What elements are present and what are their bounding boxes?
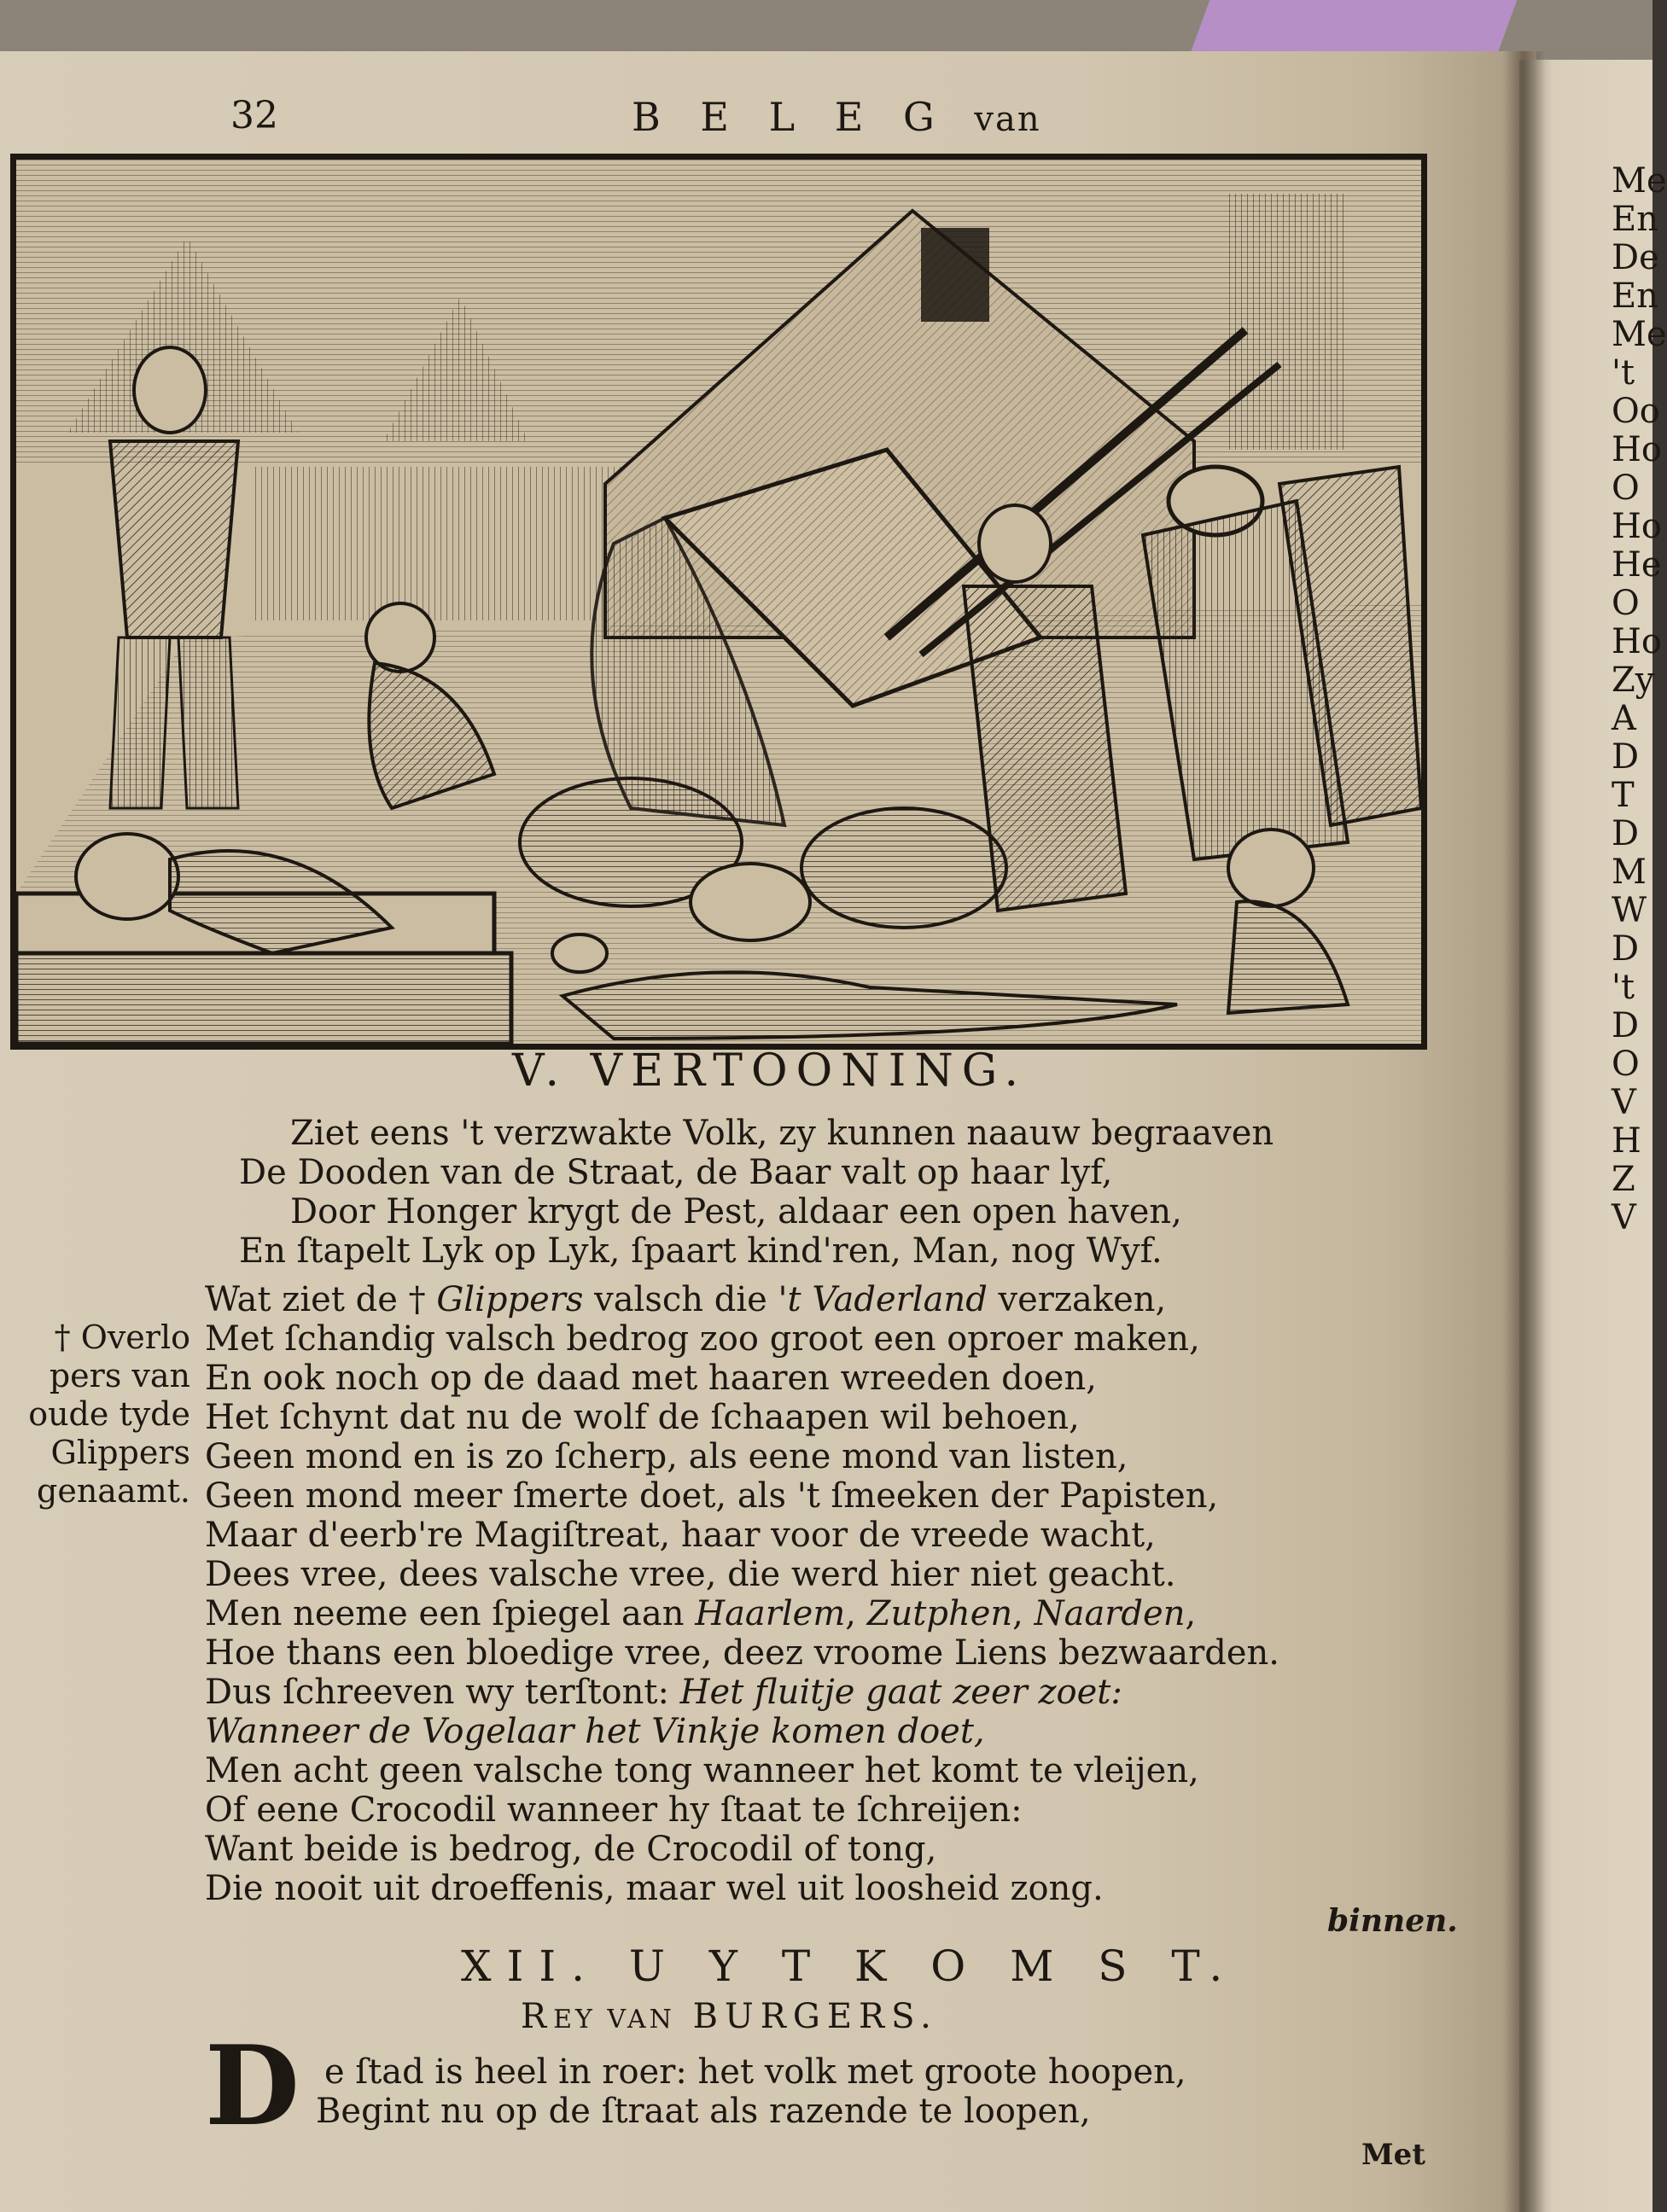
margin-note-line: genaamt.: [37, 1472, 190, 1510]
fragment: V: [1612, 1198, 1636, 1237]
verse-text: valsch die: [583, 1280, 778, 1319]
fragment: D: [1612, 737, 1640, 777]
verse-italic: Wanneer de Vogelaar het Vinkje komen doet,: [205, 1712, 985, 1751]
verse-line: Hoe thans een bloedige vree, deez vroome Liens bezwaarden.: [205, 1633, 1280, 1673]
verse-text: Men neeme een ſpiegel aan: [205, 1594, 696, 1633]
margin-note-line: † Overlo: [54, 1318, 190, 1356]
fragment: O: [1612, 584, 1640, 623]
fragment: Zy: [1612, 661, 1655, 700]
margin-note: [7, 1318, 190, 1511]
rey-van: EY VAN: [553, 2005, 675, 2034]
verse-line: En ook noch op de daad met haaren wreeden doen,: [205, 1359, 1097, 1398]
running-head: [632, 94, 1041, 140]
verse-text: verzaken,: [987, 1280, 1167, 1319]
verse-line: Door Honger krygt de Pest, aldaar een open haven,: [290, 1192, 1182, 1231]
verse-line: Ziet eens 't verzwakte Volk, zy kunnen naauw begraaven: [290, 1114, 1274, 1153]
verse-italic: 't Vaderland: [778, 1280, 988, 1319]
fragment: Ho: [1612, 430, 1662, 469]
woodcut-scene: [16, 160, 1421, 1044]
verse-line: Dees vree, dees valsche vree, die werd hier niet geacht.: [205, 1555, 1176, 1594]
verse-line: Het ſchynt dat nu de wolf de ſchaapen wil behoen,: [205, 1398, 1080, 1437]
verse-text: ,: [1185, 1594, 1197, 1633]
fragment: Ho: [1612, 507, 1662, 546]
fragment: M: [1612, 853, 1647, 892]
final-lines: [316, 2052, 1186, 2131]
place-haarlem: Haarlem: [695, 1594, 846, 1633]
verse-line: Want beide is bedrog, de Crocodil of tong,: [205, 1830, 937, 1869]
fragment: En: [1612, 276, 1658, 316]
book-gutter: [1502, 51, 1545, 2212]
catchword-met: Met: [1361, 2138, 1425, 2172]
fragment: En: [1612, 200, 1658, 239]
rey-r: R: [521, 1997, 554, 2036]
verse-line: Die nooit uit droeffenis, maar wel uit loosheid zong.: [205, 1869, 1104, 1908]
page-number: 32: [230, 94, 278, 137]
running-head-van: van: [974, 100, 1041, 139]
section-title: V. VERTOONING.: [512, 1045, 1027, 1097]
fragment: Z: [1612, 1160, 1635, 1199]
uytkomst-heading: XII. U Y T K O M S T.: [461, 1941, 1239, 1991]
fragment: D: [1612, 1006, 1640, 1045]
verse-italic: Het fluitje gaat zeer zoet:: [679, 1673, 1122, 1712]
stanza-2: [205, 1280, 1279, 1908]
verse-line: Geen mond meer ſmerte doet, als 't ſmeeken der Papisten,: [205, 1476, 1219, 1516]
verse-line: e ſtad is heel in roer: het volk met groote hoopen,: [324, 2052, 1186, 2092]
fragment: T: [1612, 776, 1635, 815]
fragment: A: [1612, 699, 1636, 738]
verse-line: Met ſchandig valsch bedrog zoo groot een oproer maken,: [205, 1319, 1200, 1359]
margin-note-line: oude tyde: [28, 1395, 190, 1433]
fragment: H: [1612, 1121, 1641, 1161]
rey-heading: [521, 1997, 938, 2036]
fragment: 't: [1612, 353, 1635, 393]
fragment: Me: [1612, 315, 1667, 354]
verse-line: [205, 1712, 1279, 1751]
place-zutphen: Zutphen: [866, 1594, 1013, 1633]
margin-note-line: Glippers: [50, 1434, 190, 1471]
verse-text: ,: [1012, 1594, 1035, 1633]
verse-text: Wat ziet de †: [205, 1280, 437, 1319]
fragment: 't: [1612, 968, 1635, 1007]
fragment: Oo: [1612, 392, 1660, 431]
verse-line: Men acht geen valsche tong wanneer het komt te vleijen,: [205, 1751, 1199, 1790]
drop-cap: D: [205, 2023, 300, 2151]
fragment: He: [1612, 545, 1662, 585]
verse-line: En ſtapelt Lyk op Lyk, ſpaart kind'ren, Man, nog Wyf.: [239, 1231, 1163, 1271]
woodcut-illustration: [10, 154, 1427, 1050]
verse-text: ,: [845, 1594, 867, 1633]
verse-text: Dus ſchreeven wy terſtont:: [205, 1673, 680, 1712]
verse-line: Begint nu op de ſtraat als razende te loopen,: [316, 2092, 1091, 2131]
running-head-title: B E L E G: [632, 94, 948, 140]
fragment: De: [1612, 238, 1659, 277]
fragment: V: [1612, 1083, 1636, 1122]
fragment: D: [1612, 814, 1640, 853]
fragment: O: [1612, 1045, 1640, 1084]
verse-line: Maar d'eerb're Magiſtreat, haar voor de vreede wacht,: [205, 1516, 1156, 1555]
rey-burgers: BURGERS.: [692, 1997, 938, 2036]
verse-line: De Dooden van de Straat, de Baar valt op haar lyf,: [239, 1153, 1113, 1192]
fragment: W: [1612, 891, 1647, 930]
place-naarden: Naarden: [1034, 1594, 1186, 1633]
margin-note-line: pers van: [49, 1357, 190, 1394]
verse-italic: Glippers: [436, 1280, 584, 1319]
verse-line: [205, 1280, 1279, 1319]
verse-line: Of eene Crocodil wanneer hy ſtaat te ſchreijen:: [205, 1790, 1023, 1830]
fragment: O: [1612, 469, 1640, 508]
fragment: D: [1612, 929, 1640, 969]
verse-line: Geen mond en is zo ſcherp, als eene mond van listen,: [205, 1437, 1128, 1476]
fragment: Me: [1612, 161, 1667, 201]
fragment: Ho: [1612, 622, 1662, 661]
catchword-binnen: binnen.: [1327, 1903, 1458, 1939]
verse-line: [205, 1673, 1279, 1712]
stanza-1: [239, 1114, 1274, 1271]
verse-line: [205, 1594, 1279, 1633]
right-page-fragments: [1612, 161, 1667, 1237]
